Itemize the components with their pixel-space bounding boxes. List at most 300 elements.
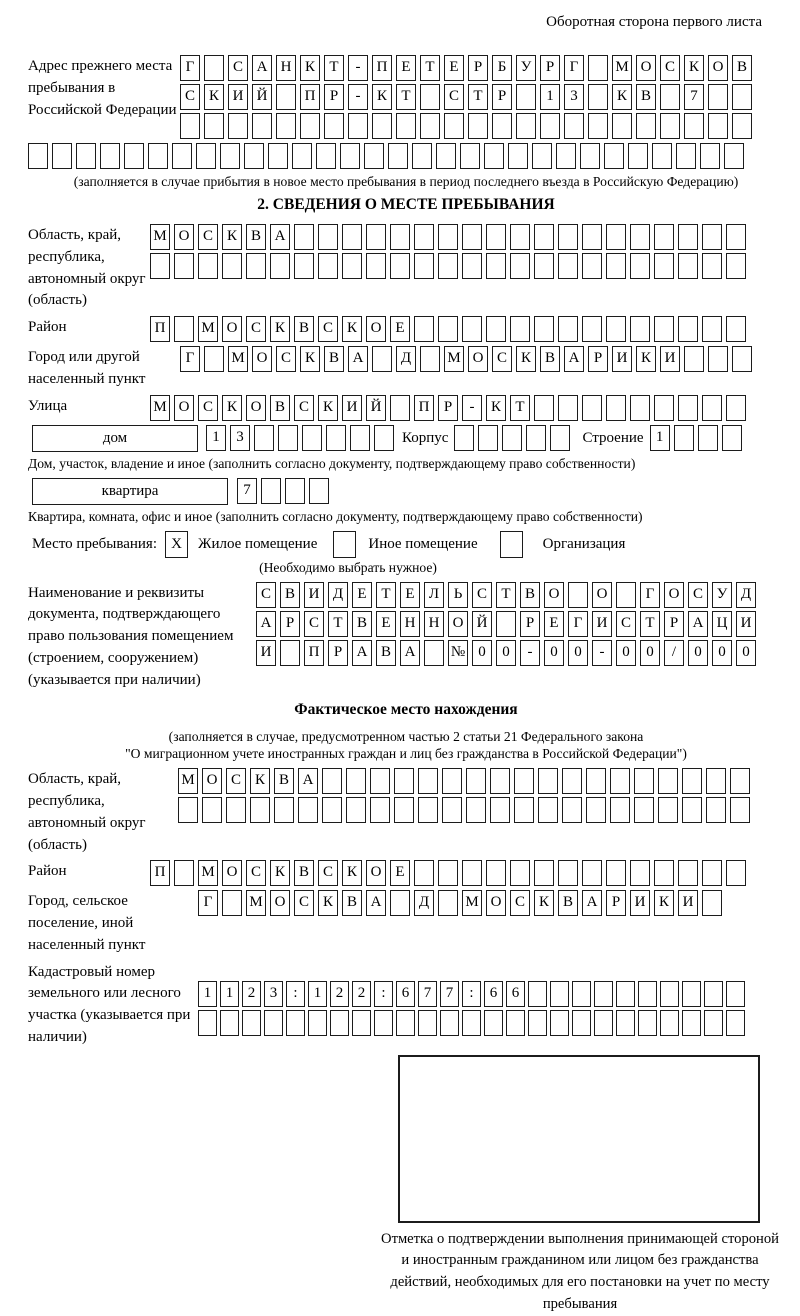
char-cell <box>658 797 678 823</box>
char-cell: В <box>352 611 372 637</box>
char-cell: Г <box>180 346 200 372</box>
char-cell <box>726 981 745 1007</box>
char-cell: Ц <box>712 611 732 637</box>
char-cell <box>374 1010 393 1036</box>
char-cell <box>28 143 48 169</box>
char-cell <box>606 860 626 886</box>
char-cell <box>702 316 722 342</box>
char-cell: С <box>294 890 314 916</box>
char-cell <box>726 395 746 421</box>
char-cell <box>550 1010 569 1036</box>
char-cell: 3 <box>230 425 250 451</box>
char-cell <box>460 143 480 169</box>
char-cell <box>660 113 680 139</box>
char-cell: Т <box>496 582 516 608</box>
char-cell: С <box>180 84 200 110</box>
previous-address-row-2 <box>180 84 756 110</box>
residential-checkbox: X <box>165 531 188 558</box>
char-cell <box>616 582 636 608</box>
char-cell: 7 <box>684 84 704 110</box>
char-cell <box>708 84 728 110</box>
organization-checkbox <box>500 531 523 558</box>
char-cell <box>264 1010 283 1036</box>
char-cell <box>438 860 458 886</box>
char-cell: А <box>348 346 368 372</box>
char-cell <box>418 797 438 823</box>
char-cell: К <box>516 346 536 372</box>
char-cell: Т <box>420 55 440 81</box>
char-cell <box>528 981 547 1007</box>
char-cell <box>682 768 702 794</box>
char-cell <box>172 143 192 169</box>
char-cell <box>638 981 657 1007</box>
char-cell: В <box>376 640 396 666</box>
char-cell: М <box>150 224 170 250</box>
char-cell <box>268 143 288 169</box>
char-cell: 1 <box>540 84 560 110</box>
char-cell: Р <box>588 346 608 372</box>
char-cell: К <box>486 395 506 421</box>
char-cell: А <box>256 611 276 637</box>
char-cell: О <box>708 55 728 81</box>
char-cell <box>606 395 626 421</box>
char-cell: М <box>612 55 632 81</box>
char-cell <box>366 253 386 279</box>
stay-place-label: Место пребывания: <box>32 536 157 553</box>
char-cell <box>610 797 630 823</box>
char-cell <box>294 224 314 250</box>
region-row-2 <box>150 253 750 279</box>
actual-city-row <box>28 890 784 956</box>
char-cell: А <box>352 640 372 666</box>
street-cells <box>150 395 750 421</box>
char-cell <box>708 346 728 372</box>
char-cell <box>654 224 674 250</box>
char-cell <box>390 224 410 250</box>
char-cell: С <box>304 611 324 637</box>
structure-cells <box>650 425 746 451</box>
char-cell <box>478 425 498 451</box>
char-cell: О <box>252 346 272 372</box>
char-cell: Р <box>324 84 344 110</box>
char-cell <box>682 1010 701 1036</box>
char-cell: - <box>462 395 482 421</box>
char-cell: 0 <box>712 640 732 666</box>
char-cell <box>674 425 694 451</box>
char-cell <box>506 1010 525 1036</box>
char-cell: К <box>270 860 290 886</box>
char-cell <box>730 797 750 823</box>
stay-place-note: (Необходимо выбрать нужное) <box>28 560 668 576</box>
char-cell: Г <box>198 890 218 916</box>
char-cell: В <box>636 84 656 110</box>
char-cell <box>322 768 342 794</box>
char-cell: К <box>204 84 224 110</box>
char-cell: А <box>270 224 290 250</box>
document-row-1 <box>256 582 760 608</box>
char-cell <box>302 425 322 451</box>
char-cell <box>226 797 246 823</box>
cadastral-row-1 <box>198 981 748 1007</box>
street-label: Улица <box>28 395 150 418</box>
char-cell <box>252 113 272 139</box>
char-cell <box>242 1010 261 1036</box>
char-cell: Р <box>492 84 512 110</box>
char-cell <box>558 224 578 250</box>
char-cell <box>220 143 240 169</box>
char-cell: Р <box>328 640 348 666</box>
char-cell: : <box>286 981 305 1007</box>
char-cell <box>732 84 752 110</box>
char-cell: И <box>630 890 650 916</box>
char-cell: О <box>246 395 266 421</box>
char-cell <box>508 143 528 169</box>
district-cells <box>150 316 750 342</box>
char-cell <box>658 768 678 794</box>
char-cell <box>732 113 752 139</box>
char-cell: О <box>544 582 564 608</box>
char-cell: Р <box>468 55 488 81</box>
char-cell <box>52 143 72 169</box>
char-cell <box>558 395 578 421</box>
char-cell <box>630 224 650 250</box>
char-cell: К <box>318 395 338 421</box>
char-cell <box>726 1010 745 1036</box>
char-cell <box>702 890 722 916</box>
char-cell <box>534 316 554 342</box>
char-cell <box>550 981 569 1007</box>
char-cell <box>298 797 318 823</box>
char-cell <box>414 316 434 342</box>
char-cell <box>454 425 474 451</box>
char-cell <box>564 113 584 139</box>
char-cell: О <box>448 611 468 637</box>
char-cell <box>514 768 534 794</box>
char-cell: К <box>342 316 362 342</box>
char-cell: Т <box>468 84 488 110</box>
previous-address-row-4 <box>28 143 784 169</box>
char-cell <box>594 1010 613 1036</box>
char-cell <box>462 224 482 250</box>
char-cell <box>390 253 410 279</box>
char-cell <box>678 253 698 279</box>
char-cell: В <box>270 395 290 421</box>
house-row <box>32 425 784 452</box>
char-cell <box>414 253 434 279</box>
char-cell <box>538 768 558 794</box>
char-cell: С <box>492 346 512 372</box>
char-cell: Т <box>324 55 344 81</box>
char-cell: Н <box>424 611 444 637</box>
char-cell: 7 <box>237 478 257 504</box>
char-cell: С <box>688 582 708 608</box>
char-cell <box>514 797 534 823</box>
char-cell <box>246 253 266 279</box>
document-row <box>28 582 784 692</box>
char-cell <box>582 395 602 421</box>
char-cell <box>444 113 464 139</box>
char-cell <box>484 1010 503 1036</box>
char-cell: И <box>678 890 698 916</box>
char-cell <box>318 224 338 250</box>
char-cell <box>486 860 506 886</box>
char-cell: К <box>318 890 338 916</box>
char-cell <box>76 143 96 169</box>
char-cell: И <box>256 640 276 666</box>
cadastral-row <box>28 961 784 1049</box>
char-cell: В <box>294 316 314 342</box>
char-cell: В <box>342 890 362 916</box>
char-cell: С <box>228 55 248 81</box>
city-cells <box>180 346 756 372</box>
char-cell: К <box>684 55 704 81</box>
other-premises-checkbox <box>333 531 356 558</box>
char-cell: О <box>592 582 612 608</box>
char-cell <box>588 113 608 139</box>
actual-city-label: Город, сельское поселение, иной населенный пункт <box>28 890 198 956</box>
char-cell <box>466 797 486 823</box>
char-cell <box>198 1010 217 1036</box>
char-cell: 1 <box>220 981 239 1007</box>
char-cell <box>324 113 344 139</box>
char-cell <box>534 253 554 279</box>
char-cell: 0 <box>640 640 660 666</box>
char-cell <box>370 768 390 794</box>
char-cell: П <box>150 316 170 342</box>
char-cell: П <box>304 640 324 666</box>
char-cell: Д <box>414 890 434 916</box>
char-cell <box>516 84 536 110</box>
char-cell <box>276 113 296 139</box>
previous-address-section <box>28 55 784 139</box>
char-cell <box>582 224 602 250</box>
char-cell: 6 <box>396 981 415 1007</box>
char-cell <box>466 768 486 794</box>
char-cell <box>285 478 305 504</box>
char-cell <box>702 224 722 250</box>
char-cell <box>300 113 320 139</box>
char-cell: В <box>294 860 314 886</box>
char-cell: Д <box>328 582 348 608</box>
char-cell <box>654 860 674 886</box>
actual-region-row <box>28 768 784 856</box>
char-cell <box>722 425 742 451</box>
char-cell: О <box>664 582 684 608</box>
char-cell: И <box>304 582 324 608</box>
actual-district-row <box>28 860 784 886</box>
char-cell <box>726 253 746 279</box>
char-cell: Е <box>390 860 410 886</box>
char-cell <box>396 113 416 139</box>
char-cell <box>586 768 606 794</box>
document-label: Наименование и реквизиты документа, подтверждающего право пользования помещением (строением, сооружением) (указывается при наличии) <box>28 582 256 692</box>
char-cell <box>606 316 626 342</box>
char-cell <box>486 253 506 279</box>
char-cell <box>346 768 366 794</box>
char-cell <box>228 113 248 139</box>
char-cell: У <box>712 582 732 608</box>
region-label: Область, край, республика, автономный округ (область) <box>28 224 150 312</box>
house-number-cells <box>206 425 398 451</box>
char-cell <box>700 143 720 169</box>
char-cell <box>704 981 723 1007</box>
residential-label: Жилое помещение <box>198 536 317 553</box>
char-cell: К <box>270 316 290 342</box>
confirmation-stamp-box <box>398 1055 760 1223</box>
char-cell: А <box>298 768 318 794</box>
char-cell: Т <box>396 84 416 110</box>
house-note: Дом, участок, владение и иное (заполнить согласно документу, подтверждающему право собственности) <box>28 456 784 472</box>
char-cell <box>462 316 482 342</box>
char-cell: П <box>414 395 434 421</box>
char-cell <box>424 640 444 666</box>
char-cell <box>220 1010 239 1036</box>
char-cell: Р <box>606 890 626 916</box>
char-cell <box>438 890 458 916</box>
char-cell: С <box>198 224 218 250</box>
char-cell: В <box>280 582 300 608</box>
char-cell <box>580 143 600 169</box>
char-cell: С <box>472 582 492 608</box>
char-cell <box>616 1010 635 1036</box>
char-cell: А <box>400 640 420 666</box>
char-cell: О <box>366 316 386 342</box>
char-cell <box>174 316 194 342</box>
char-cell <box>726 316 746 342</box>
char-cell <box>438 253 458 279</box>
char-cell <box>322 797 342 823</box>
char-cell <box>562 797 582 823</box>
char-cell <box>388 143 408 169</box>
char-cell <box>414 224 434 250</box>
char-cell <box>634 797 654 823</box>
actual-location-title: Фактическое место нахождения <box>28 701 784 719</box>
char-cell: М <box>198 860 218 886</box>
apartment-number-cells <box>237 478 333 504</box>
char-cell: Т <box>376 582 396 608</box>
char-cell <box>412 143 432 169</box>
char-cell <box>294 253 314 279</box>
char-cell <box>308 1010 327 1036</box>
char-cell <box>204 55 224 81</box>
char-cell <box>702 860 722 886</box>
char-cell <box>706 797 726 823</box>
char-cell: К <box>534 890 554 916</box>
char-cell <box>726 224 746 250</box>
cadastral-label: Кадастровый номер земельного или лесного участка (указывается при наличии) <box>28 961 198 1049</box>
char-cell <box>538 797 558 823</box>
char-cell <box>390 395 410 421</box>
char-cell <box>510 253 530 279</box>
char-cell: К <box>342 860 362 886</box>
char-cell: П <box>150 860 170 886</box>
actual-region-row-1 <box>178 768 754 794</box>
char-cell <box>180 113 200 139</box>
char-cell <box>654 395 674 421</box>
char-cell: Й <box>252 84 272 110</box>
char-cell: С <box>246 316 266 342</box>
char-cell: К <box>222 224 242 250</box>
char-cell: 2 <box>352 981 371 1007</box>
street-row <box>28 395 784 421</box>
char-cell <box>496 611 516 637</box>
section2-title: 2. СВЕДЕНИЯ О МЕСТЕ ПРЕБЫВАНИЯ <box>28 196 784 214</box>
char-cell: С <box>246 860 266 886</box>
char-cell <box>100 143 120 169</box>
char-cell: К <box>636 346 656 372</box>
char-cell <box>628 143 648 169</box>
char-cell <box>634 768 654 794</box>
char-cell: : <box>462 981 481 1007</box>
char-cell <box>292 143 312 169</box>
char-cell: И <box>660 346 680 372</box>
char-cell: С <box>616 611 636 637</box>
char-cell <box>420 113 440 139</box>
char-cell: Р <box>438 395 458 421</box>
char-cell: Т <box>510 395 530 421</box>
char-cell: С <box>256 582 276 608</box>
char-cell: Е <box>400 582 420 608</box>
char-cell: С <box>660 55 680 81</box>
char-cell: А <box>564 346 584 372</box>
char-cell: И <box>592 611 612 637</box>
char-cell <box>568 582 588 608</box>
char-cell: 0 <box>544 640 564 666</box>
confirmation-stamp-caption: Отметка о подтверждении выполнения принимающей стороной и иностранным гражданином или лицом без гражданства действий, необходимых для его постановки на учет по месту пребывания <box>376 1229 784 1316</box>
char-cell: О <box>222 316 242 342</box>
char-cell <box>582 860 602 886</box>
char-cell <box>326 425 346 451</box>
char-cell <box>420 84 440 110</box>
char-cell <box>196 143 216 169</box>
char-cell: У <box>516 55 536 81</box>
char-cell <box>124 143 144 169</box>
char-cell: Е <box>396 55 416 81</box>
char-cell: Г <box>568 611 588 637</box>
actual-location-note-1: (заполняется в случае, предусмотренном частью 2 статьи 21 Федерального закона <box>28 729 784 745</box>
char-cell: К <box>372 84 392 110</box>
char-cell: : <box>374 981 393 1007</box>
actual-region-row-2 <box>178 797 754 823</box>
char-cell <box>550 425 570 451</box>
char-cell: С <box>444 84 464 110</box>
char-cell: М <box>150 395 170 421</box>
char-cell <box>348 113 368 139</box>
char-cell <box>462 253 482 279</box>
char-cell <box>261 478 281 504</box>
char-cell: К <box>654 890 674 916</box>
building-cells <box>454 425 574 451</box>
char-cell <box>250 797 270 823</box>
char-cell: М <box>444 346 464 372</box>
char-cell <box>678 224 698 250</box>
char-cell <box>244 143 264 169</box>
region-row <box>28 224 784 312</box>
actual-city-cells <box>198 890 726 916</box>
char-cell <box>532 143 552 169</box>
char-cell: Ь <box>448 582 468 608</box>
char-cell: И <box>736 611 756 637</box>
char-cell: И <box>342 395 362 421</box>
char-cell: Д <box>396 346 416 372</box>
char-cell <box>350 425 370 451</box>
char-cell: Г <box>180 55 200 81</box>
char-cell <box>698 425 718 451</box>
char-cell <box>346 797 366 823</box>
char-cell <box>330 1010 349 1036</box>
char-cell <box>280 640 300 666</box>
char-cell: П <box>372 55 392 81</box>
